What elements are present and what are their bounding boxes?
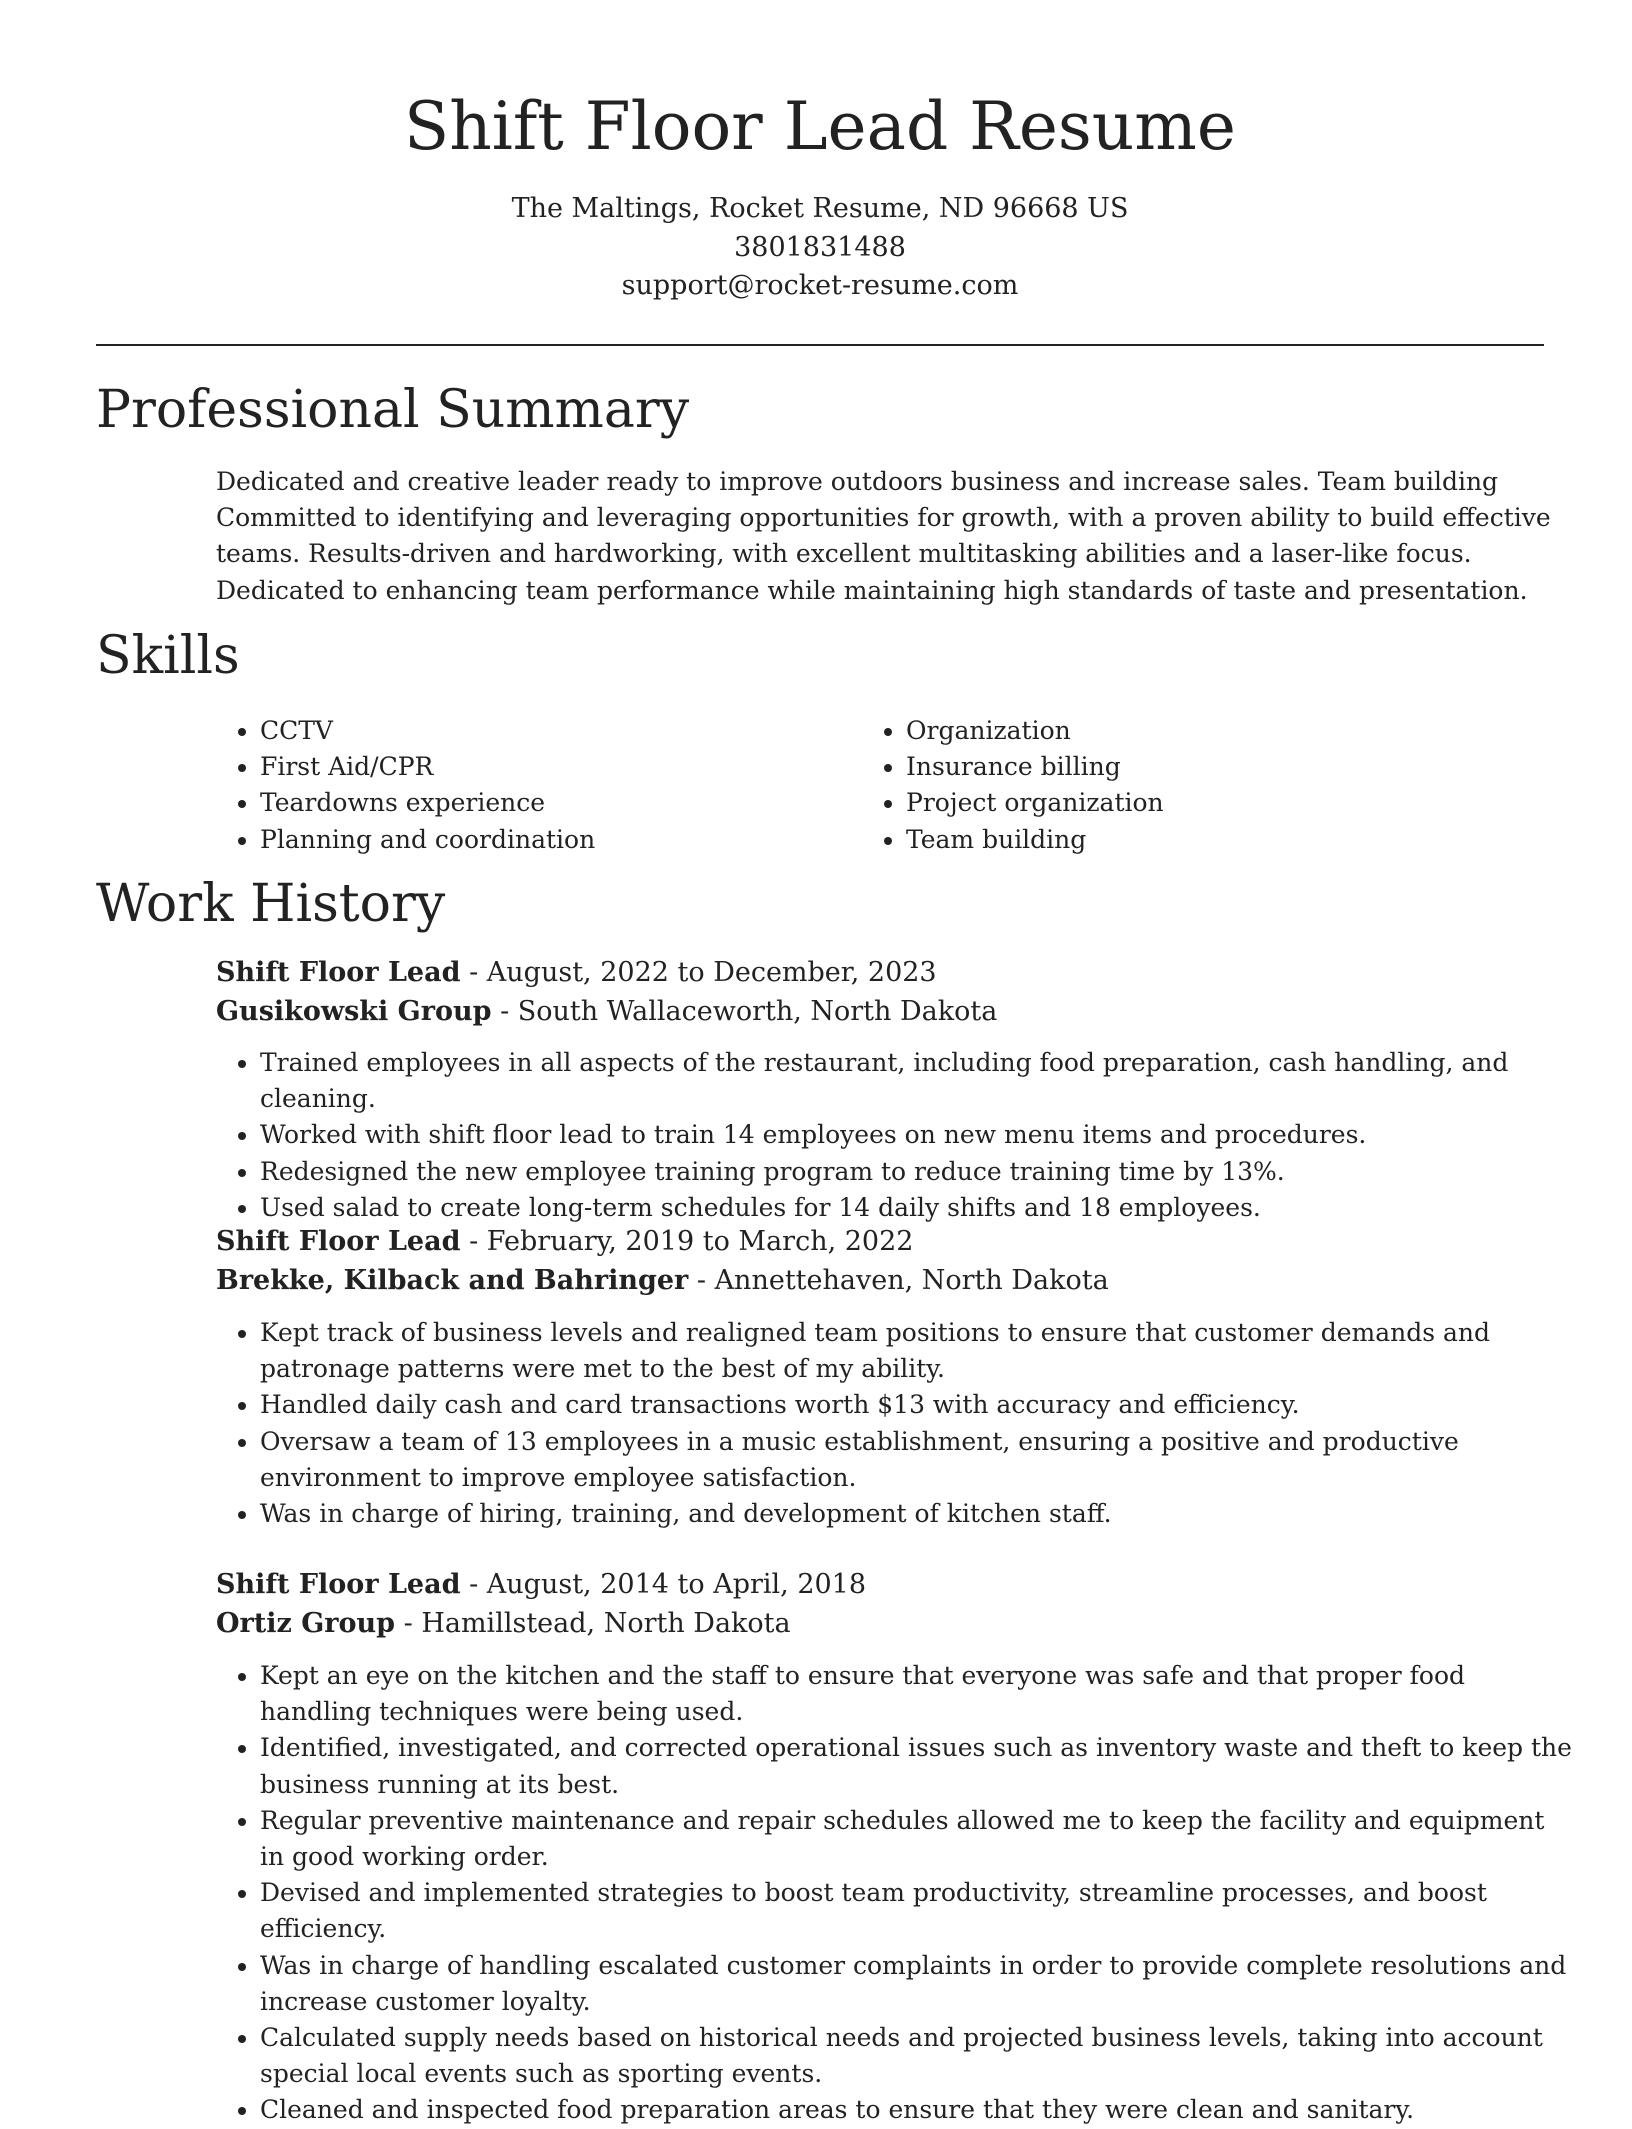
- job-dates: August, 2014 to April, 2018: [486, 1569, 867, 1600]
- job-company-line: [216, 992, 1576, 1031]
- job-title-line: [216, 1565, 1576, 1604]
- job-company: Ortiz Group: [216, 1608, 396, 1639]
- resume-page: [96, 0, 1572, 2125]
- separator: -: [491, 996, 518, 1027]
- job-bullet: • Was in charge of handling escalated customer complaints in order to provide complete resolutions and increase customer loyalty.: [260, 1948, 1576, 2020]
- summary-heading: Professional Summary: [96, 380, 690, 440]
- job-bullet: • Kept an eye on the kitchen and the staff to ensure that everyone was safe and that proper food handling techniques were being used.: [260, 1658, 1576, 1730]
- summary-text: Dedicated and creative leader ready to improve outdoors business and increase sales. Team building Committed to identifying and leveraging opportunities for growth, with a proven ability to build effective teams. Results-driven and hardworking, with excellent multitasking abilities and a laser-like focus. Dedicated to enhancing team performance while maintaining high standards of taste and presentation.: [216, 467, 1551, 605]
- job-company-line: [216, 1604, 1576, 1643]
- job-location: South Wallaceworth, North Dakota: [517, 996, 998, 1027]
- job-bullet: • Kept track of business levels and realigned team positions to ensure that customer demands and patronage patterns were met to the best of my ability.: [260, 1315, 1576, 1387]
- job-bullet: • Worked with shift floor lead to train 14 employees on new menu items and procedures.: [260, 1117, 1576, 1153]
- job-title-line: [216, 1222, 1576, 1261]
- header-divider: [96, 344, 1544, 346]
- job-location: Annettehaven, North Dakota: [714, 1265, 1109, 1296]
- separator: -: [688, 1265, 715, 1296]
- contact-address: The Maltings, Rocket Resume, ND 96668 US: [511, 193, 1129, 224]
- skill-item: • Team building: [906, 822, 1164, 858]
- job-position: Shift Floor Lead: [216, 1226, 461, 1257]
- skills-list-right: [862, 713, 1164, 858]
- skills-list-left: [216, 713, 595, 858]
- job-bullet: • Handled daily cash and card transactions worth $13 with accuracy and efficiency.: [260, 1387, 1576, 1423]
- job-company: Gusikowski Group: [216, 996, 492, 1027]
- job-bullet: • Cleaned and inspected food preparation areas to ensure that they were clean and sanitary.: [260, 2092, 1576, 2128]
- skill-item: • Insurance billing: [906, 749, 1164, 785]
- job-entry: [216, 1565, 1576, 2129]
- skills-heading: Skills: [96, 626, 240, 686]
- job-position: Shift Floor Lead: [216, 1569, 461, 1600]
- job-location: Hamillstead, North Dakota: [421, 1608, 791, 1639]
- job-bullets: [216, 1315, 1576, 1532]
- job-position: Shift Floor Lead: [216, 957, 461, 988]
- job-bullet: • Oversaw a team of 13 employees in a music establishment, ensuring a positive and productive environment to improve employee satisfaction.: [260, 1424, 1576, 1496]
- job-bullets: [216, 1045, 1576, 1226]
- job-bullet: • Devised and implemented strategies to boost team productivity, streamline processes, and boost efficiency.: [260, 1875, 1576, 1947]
- resume-title: Shift Floor Lead Resume: [404, 88, 1236, 165]
- job-bullet: • Calculated supply needs based on historical needs and projected business levels, taking into account special local events such as sporting events.: [260, 2020, 1576, 2092]
- separator: -: [460, 957, 487, 988]
- skill-item: • Teardowns experience: [260, 785, 595, 821]
- job-dates: August, 2022 to December, 2023: [486, 957, 937, 988]
- separator: -: [460, 1569, 487, 1600]
- job-title-line: [216, 953, 1576, 992]
- contact-phone: 3801831488: [734, 231, 906, 263]
- job-bullet: • Redesigned the new employee training program to reduce training time by 13%.: [260, 1154, 1576, 1190]
- skill-item: • Planning and coordination: [260, 822, 595, 858]
- contact-block: [96, 190, 1544, 306]
- job-bullet: • Identified, investigated, and corrected operational issues such as inventory waste and theft to keep the business running at its best.: [260, 1730, 1576, 1802]
- work-history-heading: Work History: [96, 874, 446, 934]
- job-bullet: • Was in charge of hiring, training, and development of kitchen staff.: [260, 1496, 1576, 1532]
- job-bullets: [216, 1658, 1576, 2129]
- job-bullet: • Regular preventive maintenance and repair schedules allowed me to keep the facility and equipment in good working order.: [260, 1803, 1576, 1875]
- contact-email: support@rocket-resume.com: [621, 270, 1019, 301]
- job-company-line: [216, 1261, 1576, 1300]
- separator: -: [395, 1608, 422, 1639]
- skill-item: • Organization: [906, 713, 1164, 749]
- job-bullet: • Used salad to create long-term schedules for 14 daily shifts and 18 employees.: [260, 1190, 1576, 1226]
- job-entry: [216, 1222, 1576, 1532]
- job-entry: [216, 953, 1576, 1226]
- skill-item: • CCTV: [260, 713, 595, 749]
- job-bullet: • Trained employees in all aspects of the restaurant, including food preparation, cash handling, and cleaning.: [260, 1045, 1576, 1117]
- skill-item: • First Aid/CPR: [260, 749, 595, 785]
- skill-item: • Project organization: [906, 785, 1164, 821]
- job-company: Brekke, Kilback and Bahringer: [216, 1265, 689, 1296]
- job-dates: February, 2019 to March, 2022: [486, 1226, 914, 1257]
- separator: -: [460, 1226, 487, 1257]
